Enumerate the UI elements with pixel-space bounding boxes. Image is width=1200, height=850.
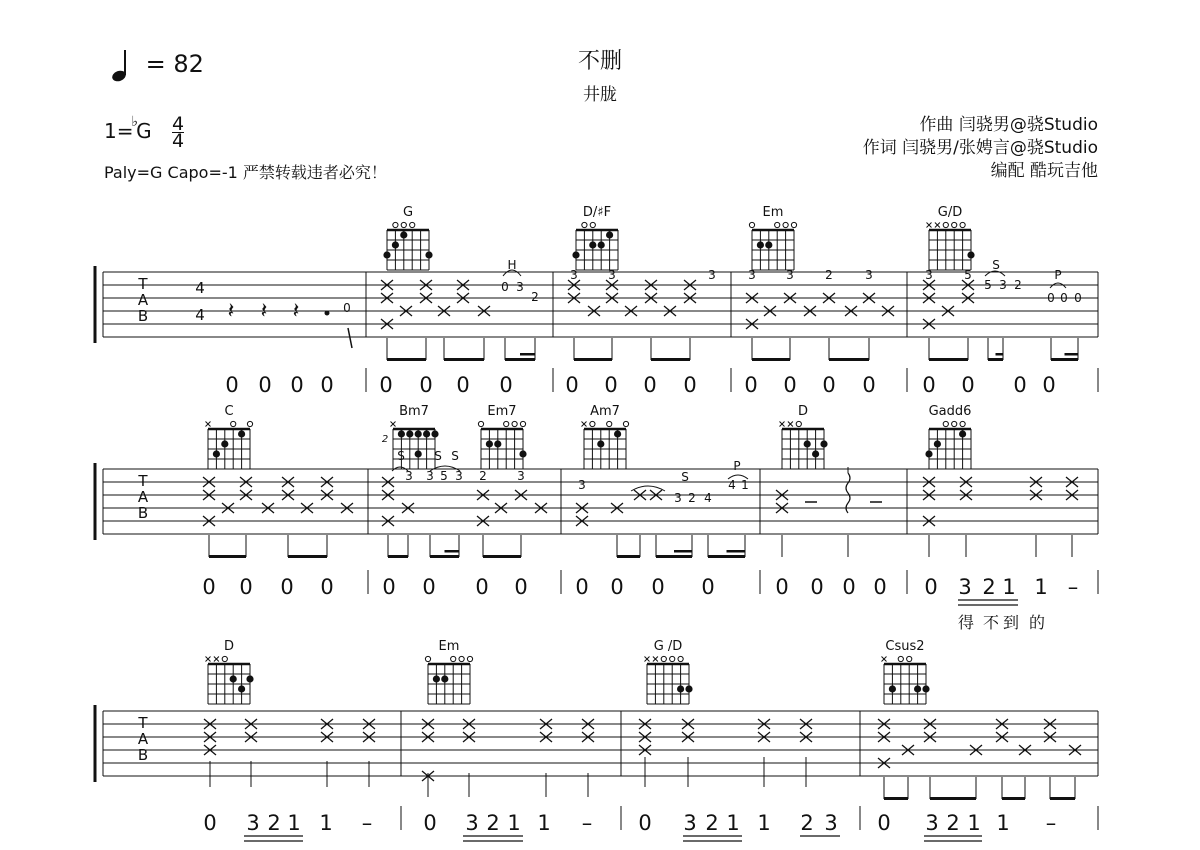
open-string-marker	[401, 222, 406, 227]
fret-number: 5	[440, 469, 448, 483]
finger-dot	[606, 231, 613, 238]
technique-pull: P	[1054, 268, 1062, 282]
fret-number: 3	[786, 268, 794, 282]
technique-slide: S	[992, 258, 1000, 272]
beam	[483, 555, 521, 558]
finger-dot	[246, 675, 253, 682]
finger-dot	[238, 685, 245, 692]
fret-number: 0	[1060, 291, 1068, 305]
lyric: 不	[982, 613, 1000, 632]
finger-dot	[685, 685, 692, 692]
open-string-marker	[943, 222, 948, 227]
jianpu-note: 1	[287, 811, 301, 835]
open-string-marker	[775, 222, 780, 227]
chord-name: D/♯F	[582, 205, 612, 220]
fret-number: 0	[1074, 291, 1082, 305]
finger-dot	[922, 685, 929, 692]
jianpu-note: 3	[958, 575, 972, 599]
beam	[930, 797, 976, 800]
fret-number: 2	[825, 268, 833, 282]
jianpu-note: 0	[499, 373, 513, 397]
jianpu-note: 0	[1013, 373, 1027, 397]
jianpu-note: 2	[486, 811, 500, 835]
beam	[1050, 797, 1075, 800]
jianpu-note: 0	[475, 575, 489, 599]
beam	[1051, 358, 1078, 361]
beam	[708, 555, 745, 558]
fret-number: 3	[865, 268, 873, 282]
jianpu-note: 0	[922, 373, 936, 397]
beam	[520, 353, 535, 356]
open-string-marker	[520, 421, 525, 426]
open-string-marker	[231, 421, 236, 426]
fret-number: 0	[501, 280, 509, 294]
system-2	[95, 404, 1098, 632]
chord-diagram	[749, 205, 796, 270]
fret-number: 3	[608, 268, 616, 282]
jianpu-note: 0	[877, 811, 891, 835]
fret-number: 2	[688, 491, 696, 505]
open-string-marker	[960, 421, 965, 426]
chord-name: Em7	[487, 404, 517, 419]
beam	[209, 555, 246, 558]
chord-diagram	[383, 205, 432, 270]
finger-dot	[423, 430, 430, 437]
open-string-marker	[504, 421, 509, 426]
jianpu-note: 0	[320, 373, 334, 397]
beam	[430, 555, 459, 558]
fret-number: 3	[405, 469, 413, 483]
finger-dot	[415, 430, 422, 437]
open-string-marker	[459, 656, 464, 661]
beam	[996, 353, 1004, 356]
fret-number: 3	[925, 268, 933, 282]
finger-dot	[589, 241, 596, 248]
fret-number: 3	[748, 268, 756, 282]
open-string-marker	[960, 222, 965, 227]
jianpu-note: 0	[575, 575, 589, 599]
tab-time-top: 4	[195, 279, 205, 297]
jianpu-note: –	[581, 811, 593, 835]
quarter-rest: 𝄽	[292, 299, 300, 324]
fret-number: 5	[984, 278, 992, 292]
fret-number: 2	[1014, 278, 1022, 292]
jianpu-note: 1	[757, 811, 771, 835]
finger-dot	[677, 685, 684, 692]
chord-name: Am7	[590, 404, 620, 419]
jianpu-note: 1	[537, 811, 551, 835]
jianpu-note: 1	[726, 811, 740, 835]
open-string-marker	[467, 656, 472, 661]
finger-dot	[889, 685, 896, 692]
finger-dot	[934, 440, 941, 447]
chord-name: C	[224, 404, 234, 419]
jianpu-note: 0	[320, 575, 334, 599]
finger-dot	[812, 450, 819, 457]
jianpu-note: 0	[514, 575, 528, 599]
finger-dot	[820, 440, 827, 447]
jianpu-note: 0	[423, 811, 437, 835]
jianpu-note: 0	[202, 575, 216, 599]
fret-number: 3	[517, 469, 525, 483]
lyric: 的	[1028, 613, 1046, 632]
finger-dot	[804, 440, 811, 447]
fret-number: 4	[704, 491, 712, 505]
beam	[829, 358, 869, 361]
chord-diagram	[425, 639, 472, 704]
fret-number: 5	[964, 268, 972, 282]
jianpu-note: 2	[800, 811, 814, 835]
fret-number: 3	[674, 491, 682, 505]
jianpu-note: 0	[379, 373, 393, 397]
jianpu-note: 0	[225, 373, 239, 397]
finger-dot	[398, 430, 405, 437]
fret-number: 0	[343, 301, 351, 315]
beam	[444, 358, 484, 361]
jianpu-note: 0	[382, 575, 396, 599]
chord-name: D	[223, 639, 235, 654]
chord-diagram	[882, 639, 930, 704]
chord-diagram	[925, 404, 971, 469]
fret-number: 2	[531, 290, 539, 304]
fret-number: 3	[516, 280, 524, 294]
jianpu-note: 0	[873, 575, 887, 599]
jianpu-note: 0	[822, 373, 836, 397]
beam	[656, 555, 692, 558]
open-string-marker	[393, 222, 398, 227]
finger-dot	[572, 251, 579, 258]
tab-clef-letter: T	[138, 714, 148, 732]
chord-name: G/D	[937, 205, 963, 220]
time-signature-top: 4	[171, 113, 185, 135]
jianpu-note: 1	[507, 811, 521, 835]
jianpu-note: 0	[239, 575, 253, 599]
jianpu-note: 0	[203, 811, 217, 835]
tempo-value: = 82	[145, 50, 204, 78]
jianpu-note: 3	[683, 811, 697, 835]
chord-diagram	[645, 639, 693, 704]
chord-diagram	[780, 404, 828, 469]
jianpu-note: 0	[419, 373, 433, 397]
finger-dot	[967, 251, 974, 258]
finger-dot	[598, 241, 605, 248]
jianpu-note: 0	[810, 575, 824, 599]
finger-dot	[765, 241, 772, 248]
fret-number: 3	[426, 469, 434, 483]
finger-dot	[614, 430, 621, 437]
jianpu-note: 2	[982, 575, 996, 599]
open-string-marker	[670, 656, 675, 661]
artist-name: 井胧	[583, 85, 617, 105]
finger-dot	[433, 675, 440, 682]
finger-dot	[519, 450, 526, 457]
beam	[288, 555, 327, 558]
tab-clef-letter: A	[137, 730, 149, 748]
jianpu-note: 0	[775, 575, 789, 599]
technique-slide: S	[681, 470, 689, 484]
lyric: 到	[1002, 613, 1020, 632]
jianpu-note: 2	[705, 811, 719, 835]
open-string-marker	[907, 656, 912, 661]
tab-staff	[95, 266, 1098, 343]
technique-hammer: H	[507, 258, 517, 272]
jianpu-note: 0	[422, 575, 436, 599]
chord-diagram	[206, 639, 254, 704]
finger-dot	[406, 430, 413, 437]
flag-stem	[348, 328, 352, 348]
open-string-marker	[783, 222, 788, 227]
beam	[674, 550, 692, 553]
eighth-rest	[325, 311, 330, 316]
play-note: Paly=G Capo=-1 严禁转载违者必究！	[104, 163, 387, 182]
finger-dot	[441, 675, 448, 682]
open-string-marker	[943, 421, 948, 426]
chord-name: Em	[438, 639, 460, 654]
technique-pull: P	[733, 459, 741, 473]
finger-dot	[959, 430, 966, 437]
beam	[505, 358, 535, 361]
open-string-marker	[796, 421, 801, 426]
beam	[1002, 797, 1025, 800]
open-string-marker	[582, 222, 587, 227]
fret-number: 3	[999, 278, 1007, 292]
technique-slide: S	[434, 449, 442, 463]
chord-name: G	[402, 205, 414, 220]
beam	[1065, 353, 1079, 356]
finger-dot	[425, 251, 432, 258]
open-string-marker	[607, 421, 612, 426]
tab-clef-letter: T	[138, 472, 148, 490]
jianpu-note: 0	[258, 373, 272, 397]
tab-staff	[95, 463, 1098, 540]
jianpu-note: 0	[701, 575, 715, 599]
open-string-marker	[478, 421, 483, 426]
jianpu-note: 0	[290, 373, 304, 397]
beam	[388, 555, 408, 558]
jianpu-note: 3	[246, 811, 260, 835]
chord-name: D	[797, 404, 809, 419]
system-1	[95, 205, 1098, 397]
beam	[617, 555, 640, 558]
finger-dot	[757, 241, 764, 248]
beam	[574, 358, 612, 361]
key-prefix: 1=	[104, 119, 134, 143]
fret-number: 0	[1047, 291, 1055, 305]
jianpu-note: 0	[924, 575, 938, 599]
open-string-marker	[678, 656, 683, 661]
fret-number: 1	[741, 478, 749, 492]
fret-number: 2	[479, 469, 487, 483]
beam	[727, 550, 746, 553]
jianpu-note: –	[361, 811, 373, 835]
finger-dot	[238, 430, 245, 437]
finger-dot	[415, 450, 422, 457]
open-string-marker	[898, 656, 903, 661]
tab-staff	[95, 705, 1098, 782]
jianpu-note: 0	[683, 373, 697, 397]
finger-dot	[392, 241, 399, 248]
finger-dot	[230, 675, 237, 682]
open-string-marker	[749, 222, 754, 227]
open-string-marker	[661, 656, 666, 661]
chord-name: G /D	[653, 639, 683, 654]
flat-sign: ♭	[131, 114, 139, 130]
fret-number: 3	[455, 469, 463, 483]
beam	[387, 358, 426, 361]
jianpu-note: –	[1045, 811, 1057, 835]
arranger-credit: 编配 酷玩吉他	[990, 161, 1098, 181]
finger-dot	[431, 430, 438, 437]
chord-diagram	[572, 205, 618, 270]
technique-slide: S	[451, 449, 459, 463]
jianpu-note: 0	[604, 373, 618, 397]
slur	[631, 486, 665, 491]
jianpu-note: 0	[783, 373, 797, 397]
lyricist-credit: 作词 闫骁男/张娉言@骁Studio	[862, 138, 1098, 158]
tab-clef-letter: A	[137, 488, 149, 506]
beam	[929, 358, 968, 361]
jianpu-note: 1	[1034, 575, 1048, 599]
quarter-rest: 𝄽	[227, 299, 235, 324]
open-string-marker	[247, 421, 252, 426]
jianpu-note: 0	[842, 575, 856, 599]
jianpu-note: 3	[925, 811, 939, 835]
jianpu-note: 3	[465, 811, 479, 835]
finger-dot	[925, 450, 932, 457]
open-string-marker	[590, 421, 595, 426]
finger-dot	[597, 440, 604, 447]
jianpu-note: 0	[643, 373, 657, 397]
chord-name: Gadd6	[928, 404, 972, 419]
technique-slide: S	[397, 449, 405, 463]
open-string-marker	[623, 421, 628, 426]
jianpu-note: 0	[961, 373, 975, 397]
chord-diagram	[382, 404, 439, 469]
beam	[752, 358, 790, 361]
song-title: 不删	[577, 49, 622, 74]
tab-time-bottom: 4	[195, 306, 205, 324]
jianpu-note: 0	[610, 575, 624, 599]
quarter-rest: 𝄽	[260, 299, 268, 324]
open-string-marker	[952, 421, 957, 426]
jianpu-note: 0	[1042, 373, 1056, 397]
finger-dot	[914, 685, 921, 692]
chord-name: Bm7	[399, 404, 429, 419]
jianpu-note: –	[1067, 575, 1079, 599]
composer-credit: 作曲 闫骁男@骁Studio	[919, 115, 1098, 135]
jianpu-note: 0	[565, 373, 579, 397]
jianpu-note: 0	[744, 373, 758, 397]
chord-fret-number: 2	[381, 434, 389, 445]
jianpu-note: 0	[456, 373, 470, 397]
open-string-marker	[425, 656, 430, 661]
tab-clef-letter: T	[138, 275, 148, 293]
beam	[988, 358, 1003, 361]
fret-number: 4	[728, 478, 736, 492]
beam	[884, 797, 908, 800]
open-string-marker	[512, 421, 517, 426]
chord-diagram	[927, 205, 975, 270]
time-signature-bottom: 4	[171, 130, 185, 152]
jianpu-note: 1	[967, 811, 981, 835]
jianpu-note: 0	[651, 575, 665, 599]
open-string-marker	[222, 656, 227, 661]
beam	[445, 550, 460, 553]
jianpu-note: 1	[1002, 575, 1016, 599]
jianpu-note: 1	[996, 811, 1010, 835]
chord-diagram	[206, 404, 253, 469]
beam	[651, 358, 690, 361]
open-string-marker	[791, 222, 796, 227]
open-string-marker	[952, 222, 957, 227]
jianpu-note: 0	[280, 575, 294, 599]
finger-dot	[486, 440, 493, 447]
jianpu-note: 1	[319, 811, 333, 835]
jianpu-note: 2	[267, 811, 281, 835]
tab-clef-letter: A	[137, 291, 149, 309]
key-letter: G	[136, 119, 152, 143]
fret-number: 3	[578, 478, 586, 492]
chord-name: Csus2	[885, 639, 925, 654]
open-string-marker	[590, 222, 595, 227]
jianpu-note: 2	[946, 811, 960, 835]
jianpu-note: 0	[638, 811, 652, 835]
arpeggio-mark	[846, 473, 850, 513]
finger-dot	[221, 440, 228, 447]
finger-dot	[213, 450, 220, 457]
chord-diagram	[478, 404, 526, 469]
chord-diagram	[582, 404, 629, 469]
jianpu-note: 3	[824, 811, 838, 835]
fret-number: 3	[708, 268, 716, 282]
tab-clef-letter: B	[137, 504, 149, 522]
open-string-marker	[410, 222, 415, 227]
finger-dot	[400, 231, 407, 238]
open-string-marker	[451, 656, 456, 661]
jianpu-note: 0	[862, 373, 876, 397]
fret-number: 3	[570, 268, 578, 282]
tab-clef-letter: B	[137, 307, 149, 325]
lyric: 得	[957, 613, 975, 632]
finger-dot	[494, 440, 501, 447]
finger-dot	[383, 251, 390, 258]
chord-name: Em	[762, 205, 784, 220]
tab-clef-letter: B	[137, 746, 149, 764]
system-3	[95, 639, 1098, 841]
